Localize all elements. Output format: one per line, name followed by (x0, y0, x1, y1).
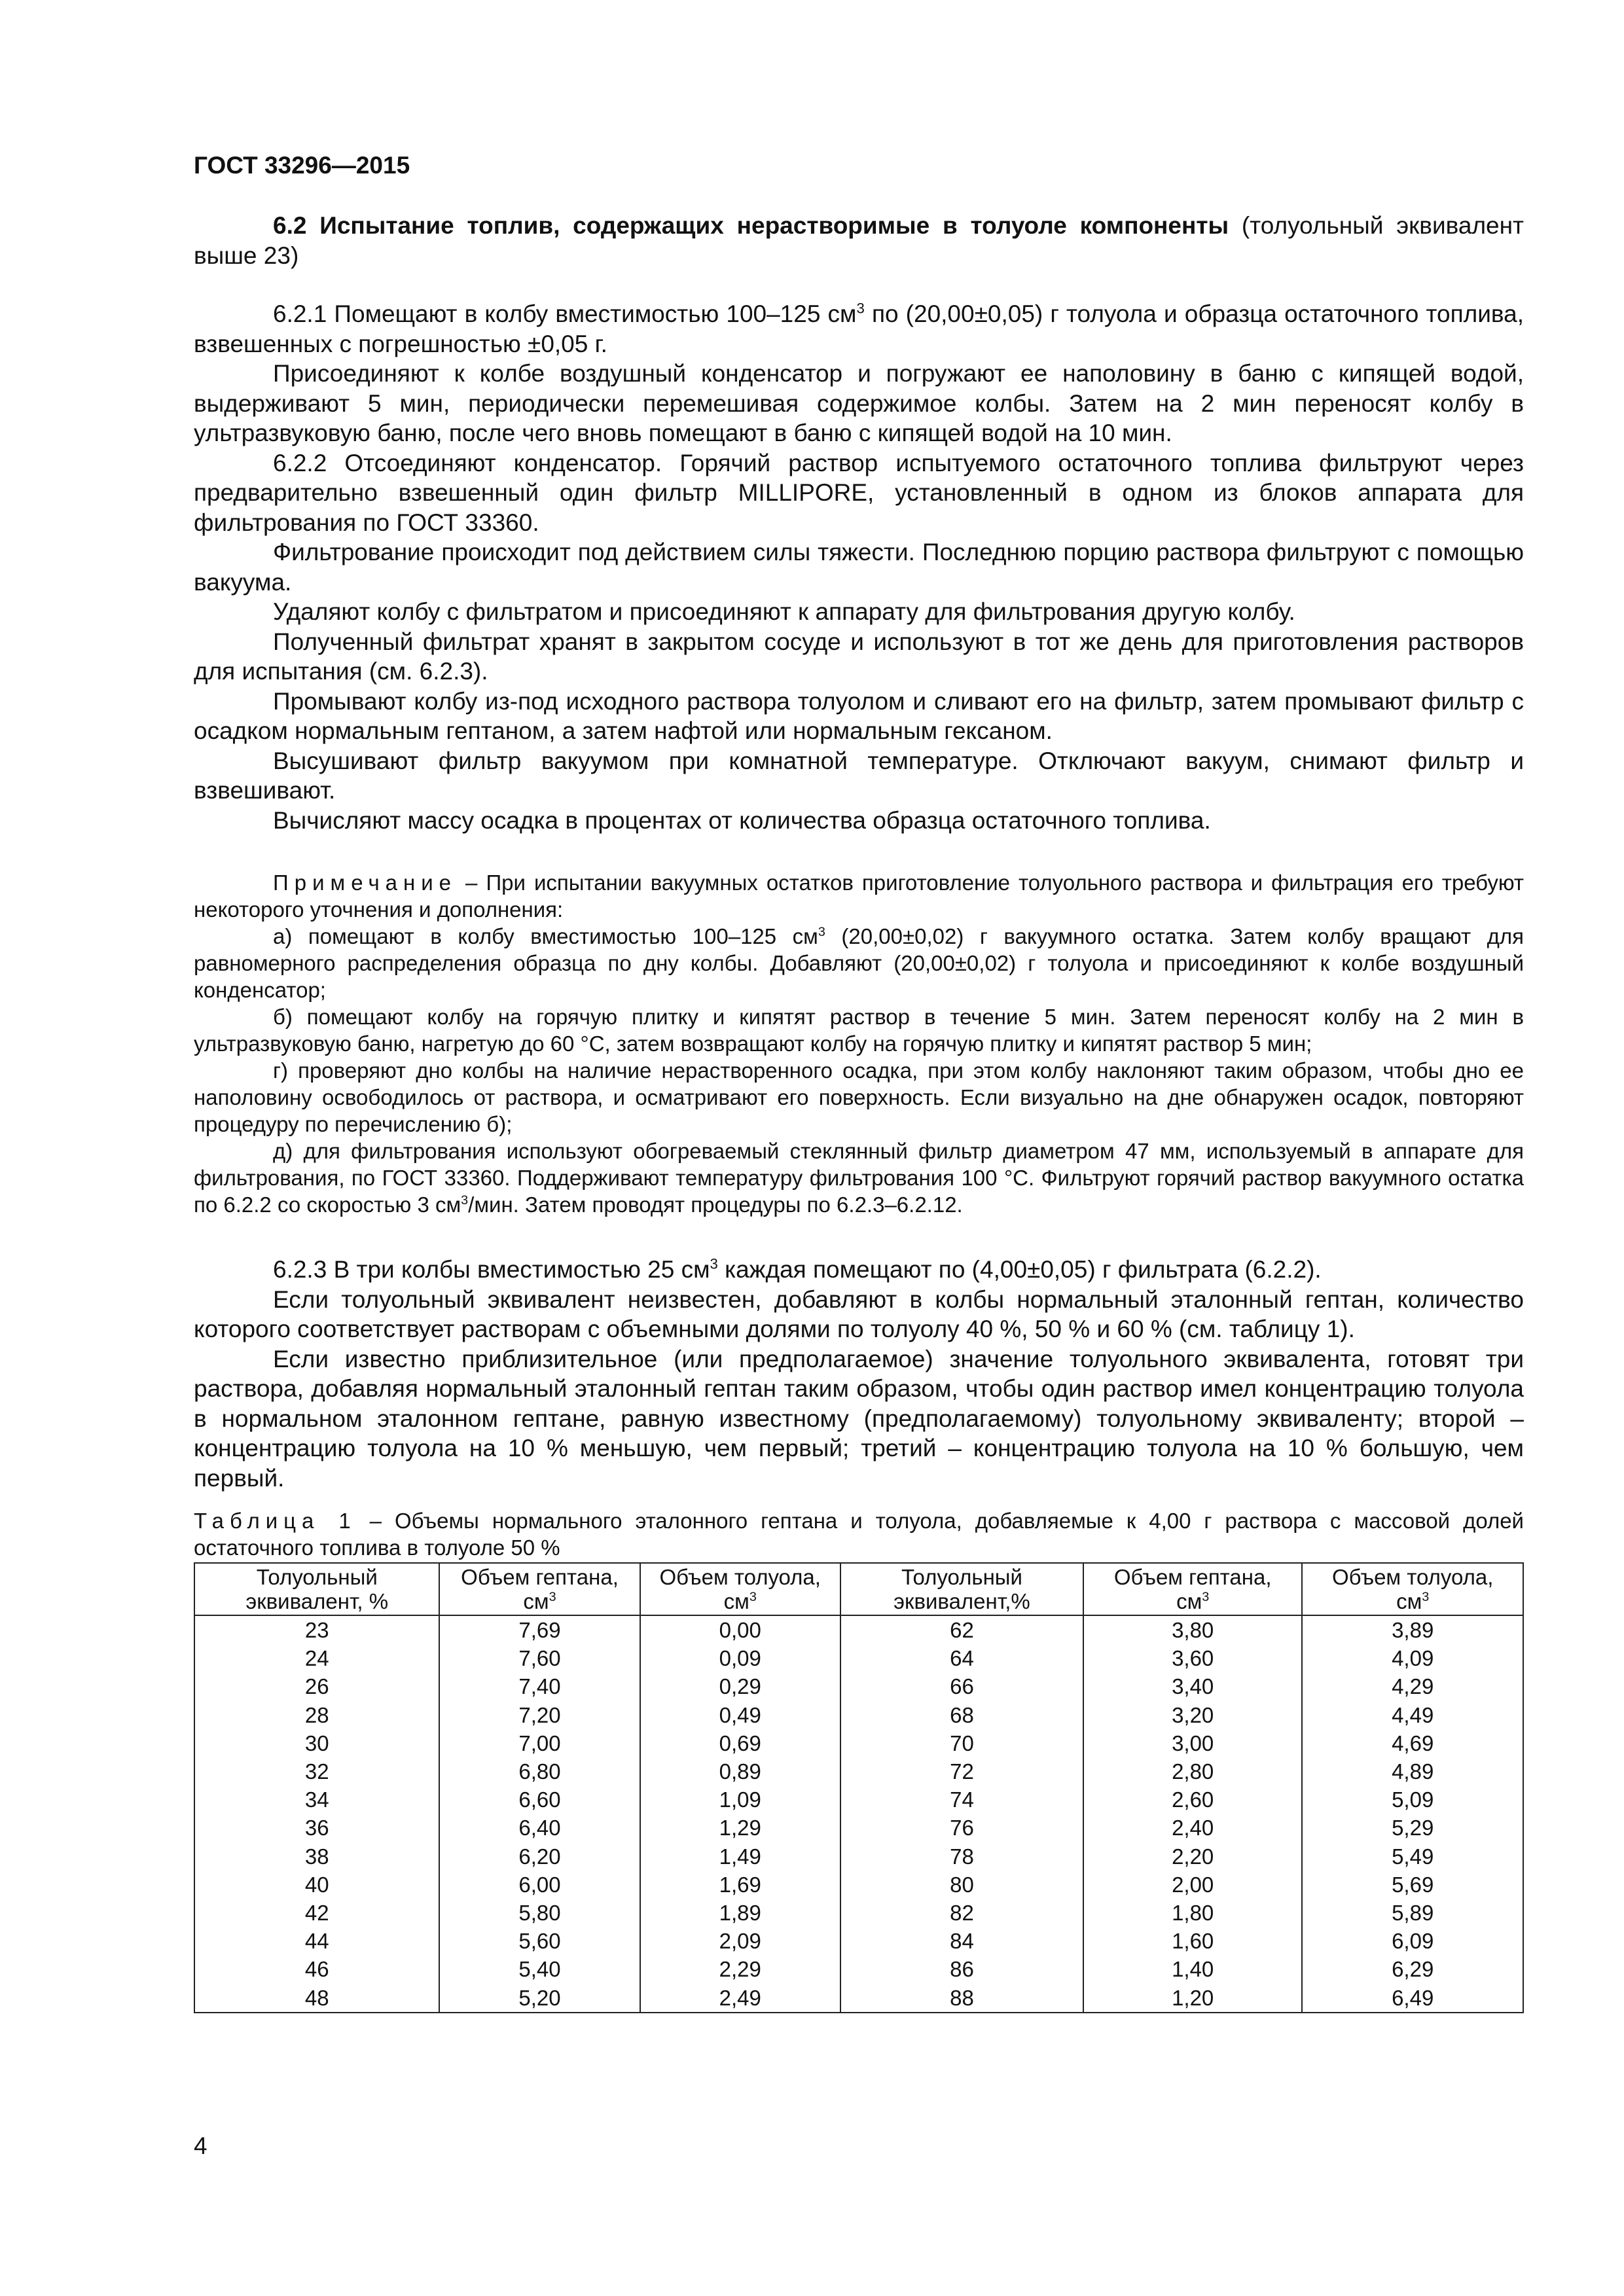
text-run: – При испытании вакуумных остатков приготовление толуольного раствора и фильтрация его требуют некоторого уточнения и дополнения: (194, 870, 1524, 922)
table-cell: 4,89 (1302, 1757, 1523, 1785)
note-item-a (194, 923, 1524, 1003)
table-cell: 30 (194, 1729, 439, 1757)
column-header: Объем гептана, $см^3$ (439, 1563, 640, 1615)
table-cell: 5,29 (1302, 1814, 1523, 1842)
paragraph-6-2-1 (194, 299, 1524, 359)
table-cell: 40 (194, 1871, 439, 1899)
table-cell: 0,00 (640, 1615, 840, 1644)
table-cell: 64 (840, 1644, 1083, 1672)
table-cell: 2,00 (1083, 1871, 1302, 1899)
table-cell: 68 (840, 1701, 1083, 1729)
table-cell: 6,09 (1302, 1927, 1523, 1955)
column-header: Толуольный эквивалент, % (194, 1563, 439, 1615)
table-row (194, 1984, 1523, 2013)
section-title-rest: (толуольный эквивалент выше 23) (194, 212, 1524, 269)
superscript: 3 (461, 1193, 469, 1208)
table-caption-label: Таблица 1 (194, 1509, 357, 1533)
note-block (194, 869, 1524, 1218)
text-run: по (20,00±0,05) г толуола и образца остаточного топлива, взвешенных с погрешностью ±0,05 г. (194, 300, 1524, 357)
column-header: Объем гептана, $см^3$ (1083, 1563, 1302, 1615)
table-cell: 28 (194, 1701, 439, 1729)
column-header: Объем толуола, $см^3$ (1302, 1563, 1523, 1615)
text-run: каждая помещают по (4,00±0,05) г фильтрата (6.2.2). (717, 1256, 1322, 1283)
table-row (194, 1644, 1523, 1672)
column-header: Объем толуола, $см^3$ (640, 1563, 840, 1615)
table-cell: 1,29 (640, 1814, 840, 1842)
table-cell: 7,69 (439, 1615, 640, 1644)
table-cell: 5,89 (1302, 1899, 1523, 1927)
table-cell: 6,20 (439, 1842, 640, 1871)
table-cell: 4,29 (1302, 1672, 1523, 1700)
superscript: 3 (818, 925, 825, 939)
document-header: ГОСТ 33296—2015 (194, 152, 410, 179)
table-cell: 66 (840, 1672, 1083, 1700)
table-row (194, 1899, 1523, 1927)
superscript: 3 (710, 1255, 718, 1272)
table-cell: 82 (840, 1899, 1083, 1927)
table-row (194, 1814, 1523, 1842)
table-cell: 7,20 (439, 1701, 640, 1729)
table-cell: 2,60 (1083, 1785, 1302, 1814)
table-row (194, 1729, 1523, 1757)
column-header: Толуольный эквивалент,% (840, 1563, 1083, 1615)
table-cell: 2,20 (1083, 1842, 1302, 1871)
table-cell: 2,40 (1083, 1814, 1302, 1842)
table-cell: 70 (840, 1729, 1083, 1757)
table-cell: 3,89 (1302, 1615, 1523, 1644)
table-cell: 62 (840, 1615, 1083, 1644)
text-run: – Объемы нормального эталонного гептана и толуола, добавляемые к 4,00 г раствора с массовой долей остаточного топлива в толуоле 50 % (194, 1509, 1524, 1560)
superscript: 3 (856, 300, 865, 317)
table-cell: 0,49 (640, 1701, 840, 1729)
table-cell: 3,60 (1083, 1644, 1302, 1672)
table-cell: 80 (840, 1871, 1083, 1899)
table-cell: 76 (840, 1814, 1083, 1842)
table-cell: 6,49 (1302, 1984, 1523, 2013)
document-body (194, 211, 1524, 2013)
table-cell: 78 (840, 1842, 1083, 1871)
text-run: д) для фильтрования используют обогреваемый стеклянный фильтр диаметром 47 мм, используемый в аппарате для фильтрования, по ГОСТ 33360. Поддерживают температуру фильтрования 100 °С. Фильтруют горячий раствор вакуумного остатка по 6.2.2 со скоростью 3 см (194, 1139, 1524, 1217)
table-cell: 5,69 (1302, 1871, 1523, 1899)
paragraph: Присоединяют к колбе воздушный конденсатор и погружают ее наполовину в баню с кипящей водой, выдерживают 5 мин, периодически перемешивая содержимое колбы. Затем на 2 мин переносят колбу в ультразвуковую баню, после чего вновь помещают в баню с кипящей водой на 10 мин. (194, 360, 1524, 446)
table-cell: 7,00 (439, 1729, 640, 1757)
table-cell: 84 (840, 1927, 1083, 1955)
table-cell: 6,80 (439, 1757, 640, 1785)
table-cell: 3,40 (1083, 1672, 1302, 1700)
table-cell: 1,40 (1083, 1955, 1302, 1983)
paragraph-6-2-2: 6.2.2 Отсоединяют конденсатор. Горячий раствор испытуемого остаточного топлива фильтруют через предварительно взвешенный один фильтр MILLIPORE, установленный в одном из блоков аппарата для фильтрования по ГОСТ 33360. (194, 449, 1524, 536)
note-label: Примечание (273, 870, 458, 895)
table-cell: 32 (194, 1757, 439, 1785)
table-cell: 23 (194, 1615, 439, 1644)
table-cell: 5,40 (439, 1955, 640, 1983)
note-item-d (194, 1138, 1524, 1218)
table-cell: 2,09 (640, 1927, 840, 1955)
data-table (194, 1562, 1524, 2013)
table-row (194, 1701, 1523, 1729)
table-row (194, 1757, 1523, 1785)
table-row (194, 1871, 1523, 1899)
table-cell: 1,60 (1083, 1927, 1302, 1955)
table-cell: 24 (194, 1644, 439, 1672)
table-cell: 86 (840, 1955, 1083, 1983)
table-row (194, 1785, 1523, 1814)
paragraph: Если толуольный эквивалент неизвестен, добавляют в колбы нормальный эталонный гептан, количество которого соответствует растворам с объемными долями по толуолу 40 %, 50 % и 60 % (см. таблицу 1). (194, 1285, 1524, 1342)
table-cell: 6,29 (1302, 1955, 1523, 1983)
table-cell: 6,60 (439, 1785, 640, 1814)
table-row (194, 1672, 1523, 1700)
table-cell: 4,49 (1302, 1701, 1523, 1729)
paragraph: Удаляют колбу с фильтратом и присоединяют к аппарату для фильтрования другую колбу. (273, 598, 1295, 625)
table-cell: 36 (194, 1814, 439, 1842)
text-run: /мин. Затем проводят процедуры по 6.2.3–6.2.12. (468, 1193, 963, 1217)
table-body (194, 1615, 1523, 2013)
table-cell: 1,80 (1083, 1899, 1302, 1927)
table-cell: 0,09 (640, 1644, 840, 1672)
table-cell: 0,69 (640, 1729, 840, 1757)
note-item-g: г) проверяют дно колбы на наличие нерастворенного осадка, при этом колбу наклоняют таким образом, чтобы дно ее наполовину освободилось от раствора, и осматривают его поверхность. Если визуально на дне обнаружен осадок, повторяют процедуру по перечислению б); (194, 1058, 1524, 1136)
table-cell: 1,20 (1083, 1984, 1302, 2013)
page-number: 4 (194, 2132, 208, 2159)
table-cell: 1,09 (640, 1785, 840, 1814)
paragraph: Высушивают фильтр вакуумом при комнатной температуре. Отключают вакуум, снимают фильтр и взвешивают. (194, 747, 1524, 804)
text-run: (20,00±0,02) г вакуумного остатка. Затем колбу вращают для равномерного распределения образца по дну колбы. Добавляют (20,00±0,02) г толуола и присоединяют к колбе воздушный конденсатор; (194, 924, 1524, 1002)
table-cell: 7,60 (439, 1644, 640, 1672)
paragraph: Фильтрование происходит под действием силы тяжести. Последнюю порцию раствора фильтруют с помощью вакуума. (194, 539, 1524, 596)
table-cell: 6,00 (439, 1871, 640, 1899)
table-cell: 5,49 (1302, 1842, 1523, 1871)
paragraph: Если известно приблизительное (или предполагаемое) значение толуольного эквивалента, готовят три раствора, добавляя нормальный эталонный гептан таким образом, чтобы один раствор имел концентрацию толуола в нормальном эталонном гептане, равную известному (предполагаемому) толуольному эквиваленту; второй – концентрацию толуола на 10 % меньшую, чем первый; третий – концентрацию толуола на 10 % большую, чем первый. (194, 1345, 1524, 1492)
table-cell: 3,80 (1083, 1615, 1302, 1644)
table-cell: 34 (194, 1785, 439, 1814)
table-cell: 1,89 (640, 1899, 840, 1927)
section-title-bold: 6.2 Испытание топлив, содержащих нерастворимые в толуоле компоненты (273, 212, 1229, 239)
table-cell: 44 (194, 1927, 439, 1955)
table-cell: 5,20 (439, 1984, 640, 2013)
table-cell: 1,49 (640, 1842, 840, 1871)
table-cell: 2,49 (640, 1984, 840, 2013)
table-cell: 4,69 (1302, 1729, 1523, 1757)
note-intro (194, 869, 1524, 923)
text-run: 6.2.1 Помещают в колбу вместимостью 100–125 см (273, 300, 857, 327)
table-cell: 46 (194, 1955, 439, 1983)
table-cell: 5,60 (439, 1927, 640, 1955)
paragraph: Полученный фильтрат хранят в закрытом сосуде и используют в тот же день для приготовления растворов для испытания (см. 6.2.3). (194, 628, 1524, 685)
table-cell: 6,40 (439, 1814, 640, 1842)
table-cell: 74 (840, 1785, 1083, 1814)
table-cell: 26 (194, 1672, 439, 1700)
table-cell: 5,80 (439, 1899, 640, 1927)
table-header-row (194, 1563, 1523, 1615)
table-cell: 38 (194, 1842, 439, 1871)
paragraph: Промывают колбу из-под исходного раствора толуолом и сливают его на фильтр, затем промывают фильтр с осадком нормальным гептаном, а затем нафтой или нормальным гексаном. (194, 687, 1524, 744)
text-run: 6.2.3 В три колбы вместимостью 25 см (273, 1256, 710, 1283)
table-cell: 2,29 (640, 1955, 840, 1983)
table-cell: 72 (840, 1757, 1083, 1785)
table-cell: 7,40 (439, 1672, 640, 1700)
paragraph: Вычисляют массу осадка в процентах от количества образца остаточного топлива. (273, 806, 1211, 834)
table-cell: 0,89 (640, 1757, 840, 1785)
table-cell: 4,09 (1302, 1644, 1523, 1672)
table-cell: 1,69 (640, 1871, 840, 1899)
table-cell: 5,09 (1302, 1785, 1523, 1814)
table-row (194, 1927, 1523, 1955)
section-title (194, 211, 1524, 270)
paragraph-6-2-3 (194, 1255, 1524, 1285)
table-row (194, 1615, 1523, 1644)
table-cell: 2,80 (1083, 1757, 1302, 1785)
table-row (194, 1842, 1523, 1871)
table-cell: 3,00 (1083, 1729, 1302, 1757)
table-row (194, 1955, 1523, 1983)
table-cell: 88 (840, 1984, 1083, 2013)
table-cell: 42 (194, 1899, 439, 1927)
note-item-b: б) помещают колбу на горячую плитку и кипятят раствор в течение 5 мин. Затем переносят колбу на 2 мин в ультразвуковую баню, нагретую до 60 °С, затем возвращают колбу на горячую плитку и кипятят раствор 5 мин; (194, 1005, 1524, 1056)
table-cell: 48 (194, 1984, 439, 2013)
table-cell: 3,20 (1083, 1701, 1302, 1729)
table-cell: 0,29 (640, 1672, 840, 1700)
text-run: а) помещают в колбу вместимостью 100–125 см (273, 924, 818, 948)
table-caption (194, 1507, 1524, 1561)
